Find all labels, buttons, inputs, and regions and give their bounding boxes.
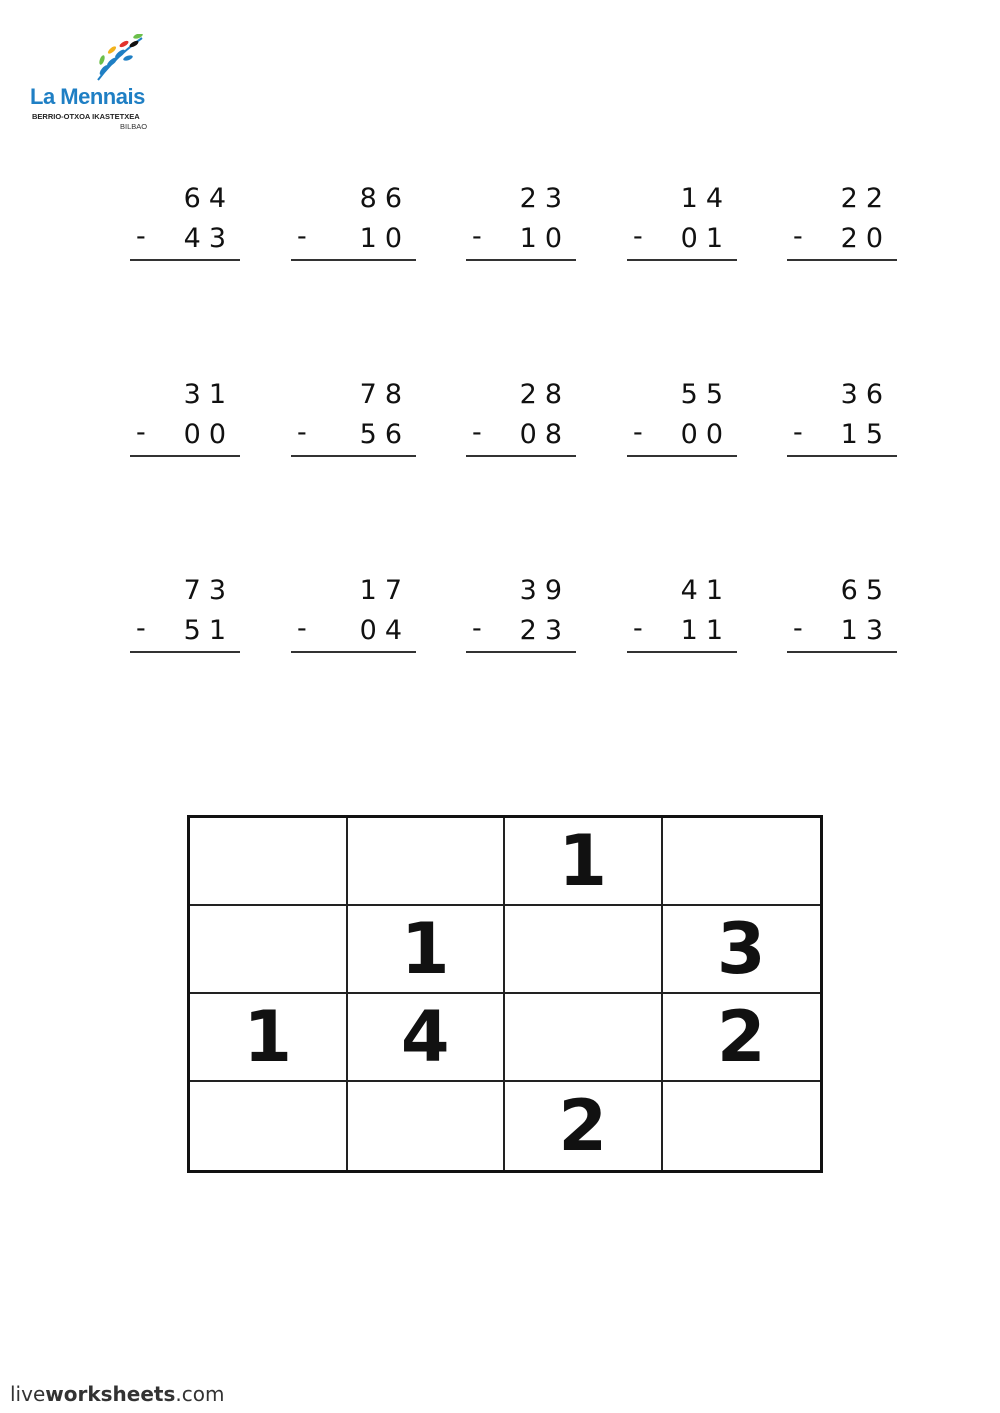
minus-sign: - xyxy=(472,613,482,644)
minuend: 64 xyxy=(183,183,234,214)
answer-line xyxy=(130,455,240,457)
minus-sign: - xyxy=(297,221,307,252)
subtraction-problem xyxy=(627,381,737,461)
answer-line xyxy=(466,259,576,261)
answer-line xyxy=(627,259,737,261)
footer-brand-name: worksheets xyxy=(45,1382,176,1406)
grid-cell[interactable]: 3 xyxy=(663,906,821,994)
grid-cell[interactable] xyxy=(348,1082,506,1170)
subtrahend: 10 xyxy=(519,223,570,254)
minus-sign: - xyxy=(633,613,643,644)
grid-cell[interactable]: 4 xyxy=(348,994,506,1082)
footer-suffix: .com xyxy=(175,1382,225,1406)
grid-cell[interactable]: 2 xyxy=(505,1082,663,1170)
subtraction-problem xyxy=(291,381,416,461)
minus-sign: - xyxy=(793,221,803,252)
minuend: 86 xyxy=(359,183,410,214)
subtrahend: 01 xyxy=(680,223,731,254)
answer-line xyxy=(466,455,576,457)
subtraction-problem xyxy=(291,577,416,657)
subtrahend: 00 xyxy=(183,419,234,450)
minus-sign: - xyxy=(297,613,307,644)
minuend: 22 xyxy=(840,183,891,214)
subtrahend: 13 xyxy=(840,615,891,646)
subtrahend: 43 xyxy=(183,223,234,254)
minus-sign: - xyxy=(472,221,482,252)
grid-cell[interactable] xyxy=(505,994,663,1082)
answer-line xyxy=(627,455,737,457)
subtraction-problem xyxy=(130,577,240,657)
minus-sign: - xyxy=(793,613,803,644)
grid-cell[interactable] xyxy=(190,906,348,994)
minuend: 39 xyxy=(519,575,570,606)
grid-cell[interactable]: 1 xyxy=(190,994,348,1082)
subtraction-problem xyxy=(627,577,737,657)
subtrahend: 51 xyxy=(183,615,234,646)
subtraction-problem xyxy=(130,185,240,265)
grid-cell[interactable] xyxy=(190,1082,348,1170)
grid-cell[interactable]: 2 xyxy=(663,994,821,1082)
subtrahend: 11 xyxy=(680,615,731,646)
answer-line xyxy=(130,651,240,653)
subtraction-problem xyxy=(466,577,576,657)
subtraction-problem xyxy=(291,185,416,265)
answer-line xyxy=(627,651,737,653)
subtrahend: 08 xyxy=(519,419,570,450)
school-logo xyxy=(28,34,158,134)
logo-name: La Mennais xyxy=(30,84,145,109)
minus-sign: - xyxy=(136,417,146,448)
grid-cell[interactable]: 1 xyxy=(348,906,506,994)
grid-cell[interactable] xyxy=(663,1082,821,1170)
subtrahend: 15 xyxy=(840,419,891,450)
subtrahend: 20 xyxy=(840,223,891,254)
subtraction-problem xyxy=(787,185,897,265)
minuend: 36 xyxy=(840,379,891,410)
logo-city: BILBAO xyxy=(120,122,148,131)
subtraction-problem xyxy=(130,381,240,461)
subtrahend: 04 xyxy=(359,615,410,646)
minuend: 28 xyxy=(519,379,570,410)
subtrahend: 23 xyxy=(519,615,570,646)
grid-cell[interactable] xyxy=(505,906,663,994)
subtrahend: 56 xyxy=(359,419,410,450)
subtrahend: 10 xyxy=(359,223,410,254)
grid-cell[interactable]: 1 xyxy=(505,818,663,906)
minuend: 31 xyxy=(183,379,234,410)
answer-line xyxy=(291,651,416,653)
number-grid xyxy=(187,815,823,1173)
answer-line xyxy=(466,651,576,653)
minuend: 17 xyxy=(359,575,410,606)
subtraction-problem xyxy=(787,577,897,657)
footer-brand xyxy=(10,1382,224,1406)
subtraction-problem xyxy=(787,381,897,461)
minuend: 78 xyxy=(359,379,410,410)
answer-line xyxy=(787,259,897,261)
minus-sign: - xyxy=(136,613,146,644)
footer-prefix: live xyxy=(10,1382,46,1406)
minuend: 55 xyxy=(680,379,731,410)
logo-subtitle: BERRIO-OTXOA IKASTETXEA xyxy=(32,112,140,121)
minuend: 73 xyxy=(183,575,234,606)
minus-sign: - xyxy=(297,417,307,448)
grid-cell[interactable] xyxy=(190,818,348,906)
grid-cell[interactable] xyxy=(663,818,821,906)
leaf-branch-icon xyxy=(90,34,150,84)
subtraction-problem xyxy=(627,185,737,265)
minus-sign: - xyxy=(136,221,146,252)
minus-sign: - xyxy=(793,417,803,448)
minus-sign: - xyxy=(633,417,643,448)
answer-line xyxy=(787,455,897,457)
minuend: 14 xyxy=(680,183,731,214)
grid-cell[interactable] xyxy=(348,818,506,906)
answer-line xyxy=(291,455,416,457)
minuend: 41 xyxy=(680,575,731,606)
subtrahend: 00 xyxy=(680,419,731,450)
minuend: 65 xyxy=(840,575,891,606)
minus-sign: - xyxy=(633,221,643,252)
subtraction-problem xyxy=(466,381,576,461)
minuend: 23 xyxy=(519,183,570,214)
answer-line xyxy=(787,651,897,653)
answer-line xyxy=(291,259,416,261)
subtraction-problem xyxy=(466,185,576,265)
answer-line xyxy=(130,259,240,261)
minus-sign: - xyxy=(472,417,482,448)
